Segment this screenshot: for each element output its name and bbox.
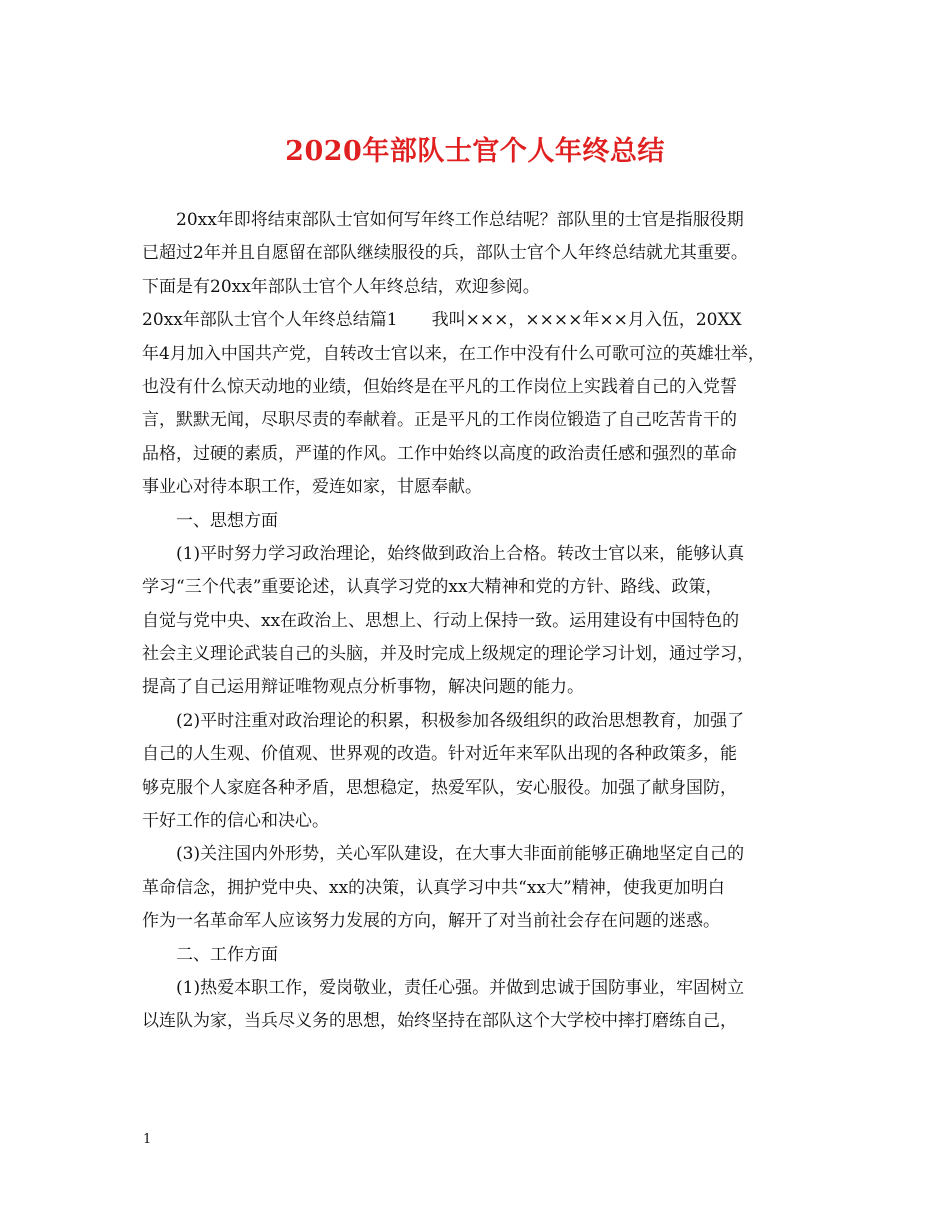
body-line: 自己的人生观、价值观、世界观的改造。针对近年来军队出现的各种政策多，能 <box>142 744 737 765</box>
body-line: 自觉与党中央、xx在政治上、思想上、行动上保持一致。运用建设有中国特色的 <box>142 610 740 631</box>
body-line: 干好工作的信心和决心。 <box>142 811 329 832</box>
body-line: 事业心对待本职工作，爱连如家，甘愿奉献。 <box>142 477 482 498</box>
body-line: (2)平时注重对政治理论的积累，积极参加各级组织的政治思想教育，加强了 <box>176 710 745 731</box>
section-heading: 一、思想方面 <box>176 510 278 531</box>
body-line: 提高了自己运用辩证唯物观点分析事物，解决问题的能力。 <box>142 677 584 698</box>
body-line: 学习“三个代表”重要论述，认真学习党的xx大精神和党的方针、路线、政策， <box>142 577 723 598</box>
body-line: 20xx年即将结束部队士官如何写年终工作总结呢？部队里的士官是指服役期 <box>176 210 744 230</box>
page-number: 1 <box>143 1132 152 1147</box>
section-heading: 二、工作方面 <box>176 944 278 965</box>
body-line: 年4月加入中国共产党，自转改士官以来，在工作中没有什么可歌可泣的英雄壮举， <box>142 343 765 364</box>
body-line: 社会主义理论武装自己的头脑，并及时完成上级规定的理论学习计划，通过学习， <box>142 644 754 665</box>
body-line: 革命信念，拥护党中央、xx的决策，认真学习中共“xx大”精神，使我更加明白 <box>142 877 725 898</box>
body-line: 以连队为家，当兵尽义务的思想，始终坚持在部队这个大学校中摔打磨练自己， <box>142 1011 737 1032</box>
body-line: 也没有什么惊天动地的业绩，但始终是在平凡的工作岗位上实践着自己的入党誓 <box>142 376 737 397</box>
body-line: 言，默默无闻，尽职尽责的奉献着。正是平凡的工作岗位锻造了自己吃苦肯干的 <box>142 410 737 431</box>
body-line: 够克服个人家庭各种矛盾，思想稳定，热爱军队，安心服役。加强了献身国防， <box>142 777 737 798</box>
document-title: 2020年部队士官个人年终总结 <box>285 136 665 167</box>
body-line: 下面是有20xx年部队士官个人年终总结，欢迎参阅。 <box>142 276 540 297</box>
body-line: 已超过2年并且自愿留在部队继续服役的兵，部队士官个人年终总结就尤其重要。 <box>142 243 748 264</box>
body-line: (1)热爱本职工作，爱岗敬业，责任心强。并做到忠诚于国防事业，牢固树立 <box>176 977 745 998</box>
body-line: (3)关注国内外形势，关心军队建设，在大事大非面前能够正确地坚定自己的 <box>176 844 745 865</box>
document-body <box>142 204 832 1039</box>
body-line: 品格，过硬的素质，严谨的作风。工作中始终以高度的政治责任感和强烈的革命 <box>142 443 737 464</box>
body-line: 20xx年部队士官个人年终总结篇1 我叫×××，××××年××月入伍，20XX <box>142 310 742 331</box>
body-line: 作为一名革命军人应该努力发展的方向，解开了对当前社会存在问题的迷惑。 <box>142 911 720 932</box>
body-line: (1)平时努力学习政治理论，始终做到政治上合格。转改士官以来，能够认真 <box>176 543 745 564</box>
